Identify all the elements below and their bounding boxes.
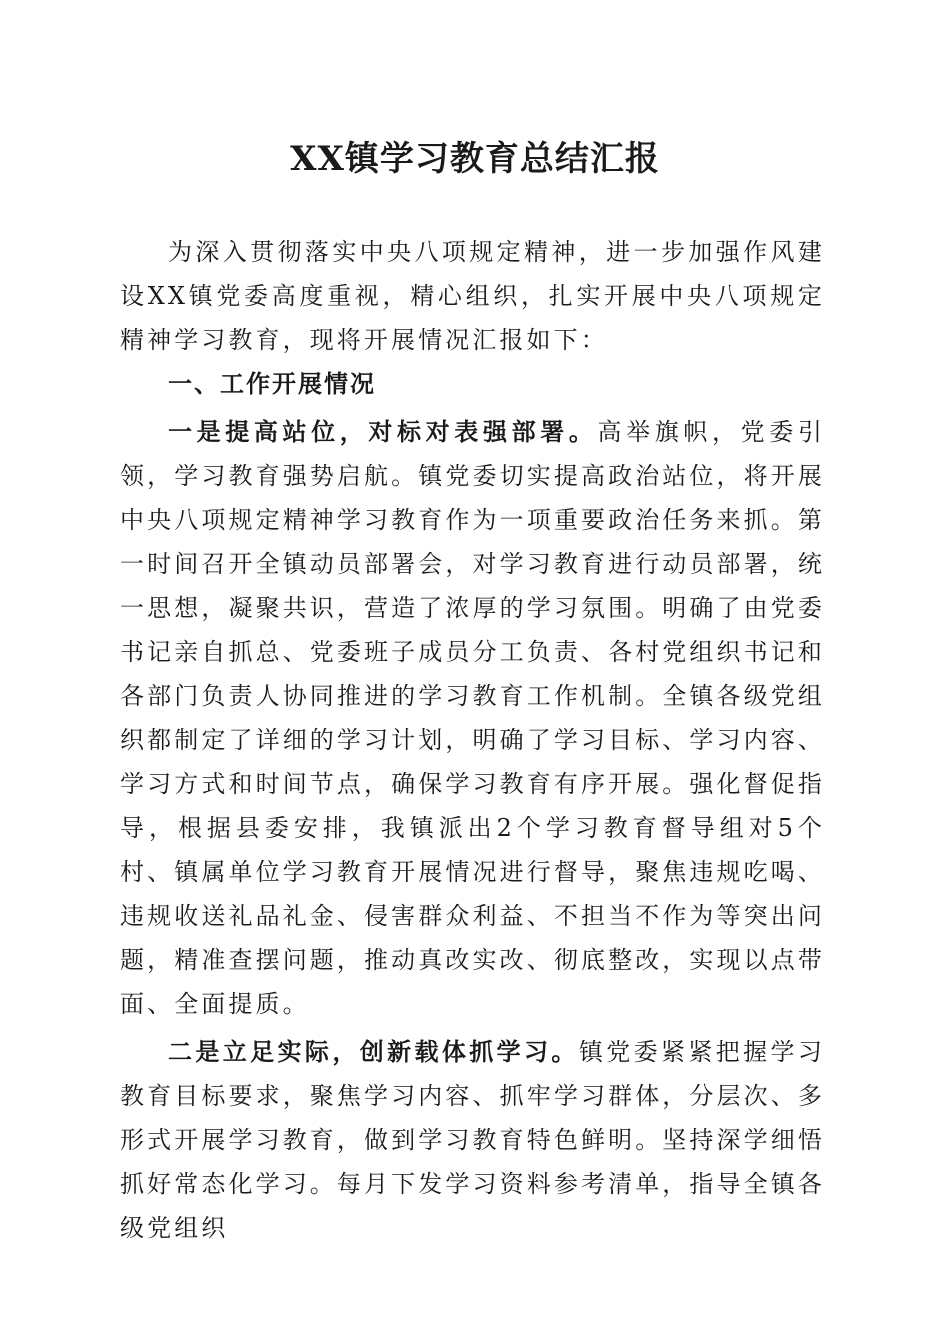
section-heading: 一、工作开展情况 <box>168 370 376 398</box>
paragraph-1 <box>120 410 825 1026</box>
paragraph-2-body: 镇党委紧紧把握学习教育目标要求，聚焦学习内容、抓牢学习群体，分层次、多形式开展学习教育，做到学习教育特色鲜明。坚持深学细悟抓好常态化学习。每月下发学习资料参考清单，指导全镇各级党组织 <box>120 1038 826 1242</box>
paragraph-1-body: 高举旗帜，党委引领，学习教育强势启航。镇党委切实提高政治站位，将开展中央八项规定精神学习教育作为一项重要政治任务来抓。第一时间召开全镇动员部署会，对学习教育进行动员部署，统一思想，凝聚共识，营造了浓厚的学习氛围。明确了由党委书记亲自抓总、党委班子成员分工负责、各村党组织书记和各部门负责人协同推进的学习教育工作机制。全镇各级党组织都制定了详细的学习计划，明确了学习目标、学习内容、学习方式和时间节点，确保学习教育有序开展。强化督促指导，根据县委安排，我镇派出2个学习教育督导组对5个村、镇属单位学习教育开展情况进行督导，聚焦违规吃喝、违规收送礼品礼金、侵害群众利益、不担当不作为等突出问题，精准查摆问题，推动真改实改、彻底整改，实现以点带面、全面提质。 <box>120 418 825 1018</box>
document-body <box>120 230 825 1250</box>
document-title: XX镇学习教育总结汇报 <box>290 139 660 179</box>
paragraph-1-lead: 一是提高站位，对标对表强部署。 <box>168 418 598 446</box>
paragraph-2-lead: 二是立足实际，创新载体抓学习。 <box>168 1038 579 1066</box>
paragraph-2 <box>120 1030 825 1250</box>
intro-paragraph: 为深入贯彻落实中央八项规定精神，进一步加强作风建设XX镇党委高度重视，精心组织，扎实开展中央八项规定精神学习教育，现将开展情况汇报如下： <box>120 238 825 354</box>
